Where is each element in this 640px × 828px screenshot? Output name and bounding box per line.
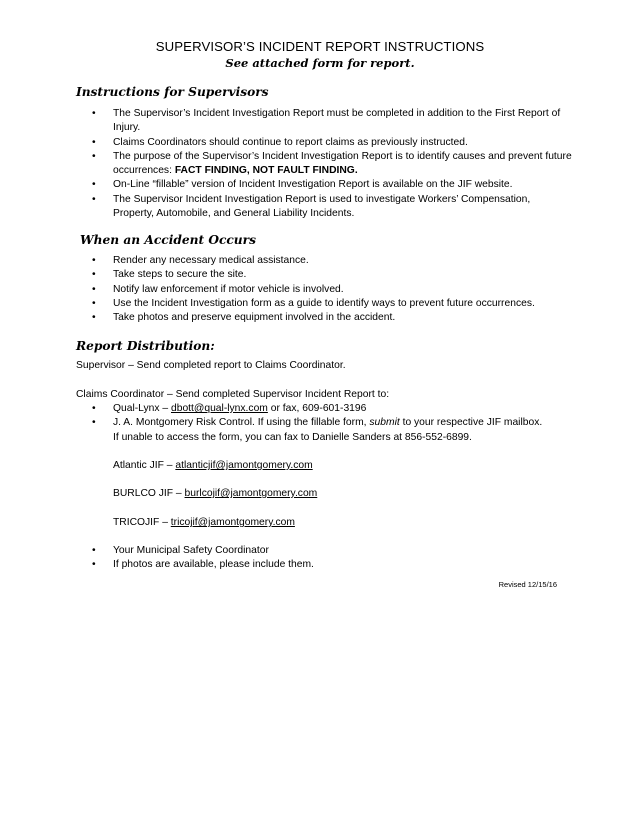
list-item: • Render any necessary medical assistance. bbox=[92, 254, 572, 268]
atlantic-email-link[interactable]: atlanticjif@jamontgomery.com bbox=[175, 460, 313, 471]
accident-list bbox=[92, 254, 572, 325]
list-item: • Qual-Lynx – dbott@qual-lynx.com or fax, 609-601-3196 bbox=[92, 402, 572, 416]
trico-email-link[interactable]: tricojif@jamontgomery.com bbox=[170, 517, 295, 528]
burlco-email-link[interactable]: burlcojif@jamontgomery.com bbox=[184, 488, 318, 499]
instructions-heading: Instructions for Supervisors bbox=[76, 85, 269, 99]
atlantic-jif-line: Atlantic JIF – atlanticjif@jamontgomery.com bbox=[113, 460, 313, 471]
list-item: • The purpose of the Supervisor’s Incident Investigation Report is to identify causes and prevent future occurrences: FACT FINDING, NOT FAULT FINDING. bbox=[92, 150, 572, 179]
revised-date: Revised 12/15/16 bbox=[498, 580, 557, 589]
list-item: • The Supervisor Incident Investigation Report is used to investigate Workers’ Compensation, Property, Automobile, and General Liability Incidents. bbox=[92, 193, 572, 222]
list-item: • Take steps to secure the site. bbox=[92, 268, 572, 282]
list-item: • Take photos and preserve equipment involved in the accident. bbox=[92, 311, 572, 325]
trico-jif-line: TRICOJIF – tricojif@jamontgomery.com bbox=[113, 517, 295, 528]
distribution-list bbox=[92, 402, 572, 445]
final-list bbox=[92, 544, 572, 573]
list-item: • On-Line “fillable” version of Incident Investigation Report is available on the JIF website. bbox=[92, 178, 572, 192]
burlco-jif-line: BURLCO JIF – burlcojif@jamontgomery.com bbox=[113, 488, 318, 499]
list-item: • The Supervisor’s Incident Investigation Report must be completed in addition to the First Report of Injury. bbox=[92, 107, 572, 136]
fact-finding-emphasis: FACT FINDING, NOT FAULT FINDING. bbox=[174, 165, 358, 177]
distribution-heading: Report Distribution: bbox=[76, 339, 215, 353]
accident-heading: When an Accident Occurs bbox=[80, 233, 256, 247]
list-item: • Your Municipal Safety Coordinator bbox=[92, 544, 572, 558]
qual-lynx-email-link[interactable]: dbott@qual-lynx.com bbox=[171, 403, 268, 414]
list-item: • If photos are available, please include them. bbox=[92, 558, 572, 572]
list-item: • Notify law enforcement if motor vehicle is involved. bbox=[92, 283, 572, 297]
list-item: • Use the Incident Investigation form as a guide to identify ways to prevent future occurrences. bbox=[92, 297, 572, 311]
list-item: • J. A. Montgomery Risk Control. If using the fillable form, submit to your respective JIF mailbox. If unable to access the form, you can fax to Danielle Sanders at 856-552-6899. bbox=[92, 416, 572, 445]
instructions-list bbox=[92, 107, 572, 221]
submit-emphasis: submit bbox=[369, 417, 400, 429]
supervisor-line: Supervisor – Send completed report to Claims Coordinator. bbox=[76, 360, 346, 371]
page-subtitle: See attached form for report. bbox=[225, 56, 415, 70]
coordinator-line: Claims Coordinator – Send completed Supervisor Incident Report to: bbox=[76, 389, 390, 400]
list-item: • Claims Coordinators should continue to report claims as previously instructed. bbox=[92, 136, 572, 150]
page-title: SUPERVISOR’S INCIDENT REPORT INSTRUCTIONS bbox=[155, 39, 485, 54]
